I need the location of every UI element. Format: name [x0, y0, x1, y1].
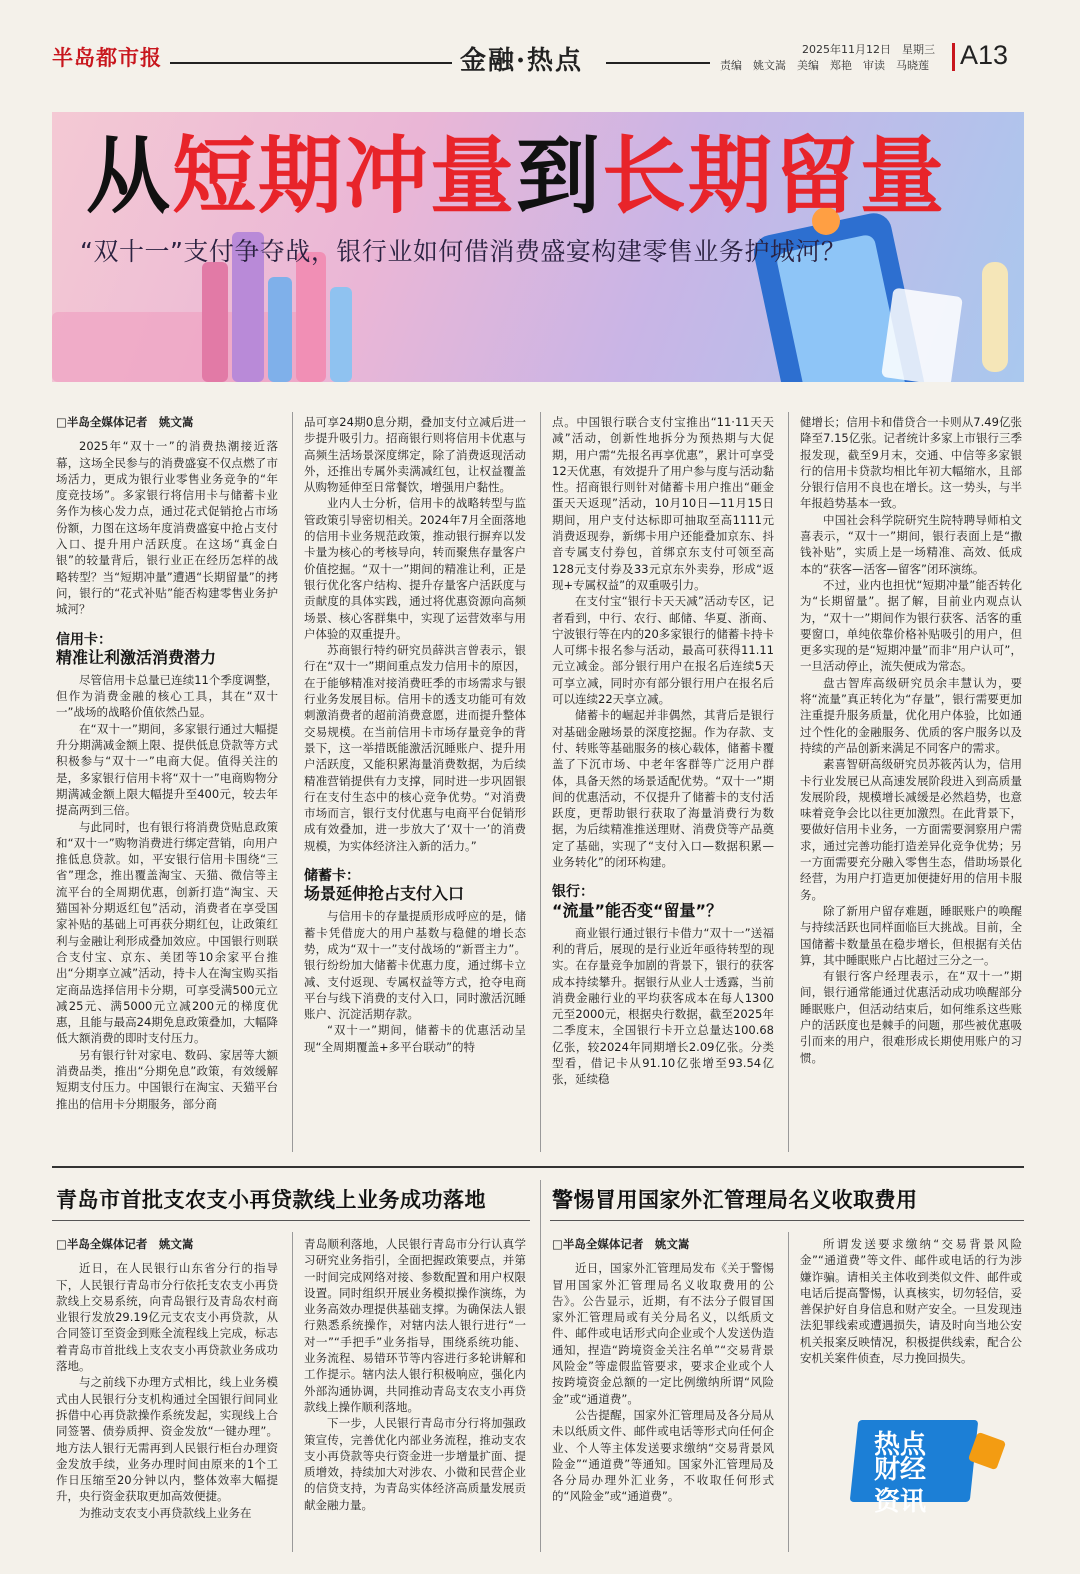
- column-divider: [292, 412, 293, 1152]
- paragraph: 另有银行针对家电、数码、家居等大额消费品类，推出“分期免息”政策，有效缓解短期支付压力。中国银行在淘宝、天猫平台推出的信用卡分期服务，部分商: [56, 1047, 278, 1111]
- paragraph: 除了新用户留存难题，睡眠账户的唤醒与持续活跃也同样面临巨大挑战。目前，全国储蓄卡数量虽在稳步增长，但根据有关估算，其中睡眠账户占比超过三分之一。: [800, 903, 1022, 967]
- building-decoration: [202, 262, 228, 382]
- paragraph: 与此同时，也有银行将消费贷贴息政策和“双十一”购物消费进行绑定营销，向用户推低息贷款。如，平安银行信用卡围绕“三省”理念，推出覆盖淘宝、天猫、微信等主流平台的全周期优惠，创新打造“淘宝、天猫国补分期返红包”活动，消费者在享受国家补贴的基础上可再获分期红包，让政策红利与金融让利形成叠加效应。中国银行则联合支付宝、京东、美团等10余家平台推出“分期享立减”活动，持卡人在淘宝购买指定商品选择信用卡分期，可享受满500元立减25元、满5000元立减200元的梯度优惠，且能与最高24期免息政策叠加，大幅降低大额消费的即时支付压力。: [56, 819, 278, 1046]
- story-divider: [540, 1180, 541, 1552]
- news2-column-1: [552, 1236, 774, 1505]
- paragraph: 在支付宝“银行卡天天减”活动专区，记者看到，中行、农行、邮储、华夏、浙商、宁波银行等在内的20多家银行的储蓄卡持卡人可绑卡报名参与活动，最高可获得11.11元立减金。部分银行用户在报名后连续5天可享立减，同时亦有部分银行用户在报名后可以连续22天享立减。: [552, 594, 774, 707]
- paragraph: 苏商银行特约研究员薛洪言曾表示，银行在“双十一”期间重点发力信用卡的原因，在于能够精准对接消费旺季的市场需求与银行业务发展目标。信用卡的透支功能可有效刺激消费者的超前消费意愿，进而提升整体交易规模。在当前信用卡市场存量竞争的背景下，这一举措既能激活沉睡账户、提升用户活跃度，又能积累海量消费数据，为后续精准营销提供有力支撑，同时进一步巩固银行在支付生态中的核心竞争优势。“对消费市场而言，银行支付优惠与电商平台促销形成有效叠加，进一步放大了‘双十一’的消费规模，为实体经济注入新的活力。”: [304, 643, 526, 853]
- paragraph: 中国社会科学院研究生院特聘导师柏文喜表示，“双十一”期间，银行表面上是“撒钱补贴”，实质上是一场精准、高效、低成本的“获客—活客—留客”闭环演练。: [800, 512, 1022, 576]
- banner-headline: [86, 127, 947, 225]
- column-divider: [540, 412, 541, 1152]
- paragraph: 尽管信用卡总量已连续11个季度调整，但作为消费金融的核心工具，其在“双十一”战场的战略价值依然凸显。: [56, 672, 278, 720]
- subhead: 场景延伸抢占支付入口: [304, 884, 465, 904]
- news1-column-2: [304, 1236, 526, 1513]
- paragraph: 不过，业内也担忧“短期冲量”能否转化为“长期留量”。据了解，目前业内观点认为，“双十一”期间作为银行获客、活客的重要窗口，单纯依靠价格补贴吸引的用户，但更多实现的是“短期冲量”而非“用户认可”，一旦活动停止，流失便成为常态。: [800, 577, 1022, 674]
- headline-rule: [550, 1220, 1024, 1221]
- masthead-rule-left: [170, 62, 452, 64]
- page-marker-bar: [952, 43, 955, 71]
- article-column-4: [800, 414, 1022, 1066]
- subhead-label: 储蓄卡：: [304, 868, 360, 885]
- paragraph: 青岛顺利落地，人民银行青岛市分行认真学习研究业务指引，全面把握政策要点，并第一时间完成网络对接、参数配置和用户权限设置。同时组织开展业务模拟操作演练，为业务高效办理提供基础支撑。为确保法人银行熟悉系统操作，对辖内法人银行进行“一对一”“手把手”业务指导，围绕系统功能、业务流程、易错环节等内容进行多轮讲解和工作提示。辖内法人银行积极响应，强化内外部沟通协调，共同推动青岛支农支小再贷款线上操作顺利落地。: [304, 1237, 526, 1414]
- paragraph: 商业银行通过银行卡借力“双十一”送福利的背后，展现的是行业近年亟待转型的现实。在存量竞争加剧的背景下，银行的获客成本持续攀升。据银行从业人士透露，当前消费金融行业的平均获客成本在每人1300元至2000元，根据央行数据，截至2025年二季度末，全国银行卡开立总量达100.68亿张，较2024年同期增长2.09亿张。分类型看，借记卡从91.10亿张增至93.54亿张，延续稳: [552, 925, 774, 1087]
- paragraph: 品可享24期0息分期，叠加支付立减后进一步提升吸引力。招商银行则将信用卡优惠与高频生活场景深度绑定，除了消费返现活动外，还推出专属外卖满减红包，让权益覆盖从购物延伸至日常餐饮，增强用户黏性。: [304, 415, 526, 495]
- paragraph: 与之前线下办理方式相比，线上业务模式由人民银行分支机构通过全国银行间同业拆借中心再贷款操作系统发起，实现线上合同签署、债券质押、资金发放“一键办理”。地方法人银行无需再到人民银行柜台办理资金发放手续，业务办理时间由原来的1个工作日压缩至20分钟以内，整体效率大幅提升，央行资金获取更加高效便捷。: [56, 1375, 278, 1504]
- headline-banner: [52, 112, 1024, 382]
- newspaper-logo: 半岛都市报: [52, 45, 162, 70]
- headline-part: 从: [86, 127, 173, 225]
- column-divider: [788, 412, 789, 1152]
- paragraph: 健增长；信用卡和借贷合一卡则从7.49亿张降至7.15亿张。记者统计多家上市银行三季报发现，截至9月末，交通、中信等多家银行的信用卡贷款均相比年初大幅缩水，且部分银行信用不良也在增长。这一势头，与半年报趋势基本一致。: [800, 415, 1022, 511]
- subhead-label: 信用卡：: [56, 631, 112, 648]
- news1-column-1: [56, 1236, 278, 1521]
- subhead: “流量”能否变“留量”？: [552, 900, 723, 920]
- headline-rule: [52, 1220, 530, 1221]
- paragraph: 业内人士分析，信用卡的战略转型与监管政策引导密切相关。2024年7月全面落地的信用卡业务规范政策，推动银行摒弃以发卡量为核心的考核导向，转而聚焦存量客户价值挖掘。“双十一”期间的精准让利，正是银行优化客户结构、提升存量客户活跃度与贡献度的具体实践，通过将优惠资源向高频场景、核心客群集中，实现了运营效率与用户体验的双重提升。: [304, 496, 526, 641]
- masthead: [52, 38, 1028, 78]
- badge-text-block: [874, 1454, 926, 1518]
- section-title: 金融·热点: [460, 46, 584, 76]
- paragraph: “双十一”期间，储蓄卡的优惠活动呈现“全周期覆盖+多平台联动”的特: [304, 1023, 526, 1054]
- paragraph: 近日，国家外汇管理局发布《关于警惕冒用国家外汇管理局名义收取费用的公告》。公告显示，近期，有不法分子假冒国家外汇管理局或有关分局名义，以纸质文件、邮件或电话形式向企业或个人发送伪造通知，捏造“跨境资金关注名单”“交易背景风险金”等虚假监管要求，要求企业或个人按跨境资金总额的一定比例缴纳所谓“风险金”或“通道费”。: [552, 1261, 774, 1406]
- building-decoration: [330, 287, 352, 382]
- paragraph: 下一步，人民银行青岛市分行将加强政策宣传，完善优化内部业务流程，推动支农支小再贷款等央行资金进一步增量扩面、提质增效，持续加大对涉农、小微和民营企业的信贷支持，为青岛实体经济高质量发展贡献金融力量。: [304, 1416, 526, 1512]
- paragraph: 点。中国银行联合支付宝推出“11·11天天减”活动，创新性地拆分为预热期与大促期，用户需“先报名再享优惠”，累计可享受12天优惠，有效提升了用户参与度与活动黏性。招商银行则针对储蓄卡用户推出“砸金蛋天天返现”活动，10月10日—11月15日期间，用户支付达标即可抽取至高1111元消费返现券，新绑卡用户还能叠加京东、抖音专属支付券包，首绑京东支付可领至高128元支付券及33元京东外卖券，形成“返现+专属权益”的双重吸引力。: [552, 415, 774, 592]
- article-column-3: [552, 414, 774, 1088]
- paragraph: 近日，在人民银行山东省分行的指导下，人民银行青岛市分行依托支农支小再贷款线上交易系统，向青岛银行及青岛农村商业银行发放29.19亿元支农支小再贷款，从合同签订至资金到账全流程线上完成，标志着青岛市首批线上支农支小再贷款业务成功落地。: [56, 1261, 278, 1374]
- article-column-1: [56, 414, 278, 1112]
- subhead-label: 银行：: [552, 884, 594, 901]
- paragraph: 储蓄卡的崛起并非偶然，其背后是银行对基础金融场景的深度挖掘。作为存款、支付、转账等基础服务的核心载体，储蓄卡覆盖了下沉市场、中老年客群等广泛用户群体，具备天然的场景适配优势。“双十一”期间的优惠活动，不仅提升了储蓄卡的支付活跃度，更帮助银行获取了海量消费行为数据，为后续精准推送理财、消费贷等产品奠定了基础，实现了“支付入口—数据积累—业务转化”的闭环构建。: [552, 708, 774, 870]
- headline-part: 长期留量: [602, 127, 947, 225]
- paragraph: 2025年“双十一”的消费热潮接近落幕，这场全民参与的消费盛宴不仅点燃了市场活力，更成为银行业零售业务竞争的“年度竞技场”。多家银行将信用卡与储蓄卡业务作为核心发力点，通过花式促销抢占市场份额，力图在这场年度消费盛宴中抢占支付入口、提升用户活跃度。在这场“真金白银”的较量背后，银行业正在经历怎样的战略转型？当“短期冲量”遭遇“长期留量”的拷问，银行的“花式补贴”能否构建零售业务护城河？: [56, 439, 278, 617]
- badge-text: 财经: [874, 1455, 927, 1485]
- byline: □半岛全媒体记者 姚文嵩: [56, 1237, 194, 1251]
- byline: □半岛全媒体记者 姚文嵩: [552, 1237, 690, 1251]
- paragraph: 有银行客户经理表示，在“双十一”期间，银行通常能通过优惠活动成功唤醒部分睡眠账户，但活动结束后，如何维系这些账户的活跃度也是棘手的问题，那些被优惠吸引而来的用户，很难形成长期使用账户的习惯。: [800, 969, 1022, 1065]
- paragraph: 在“双十一”期间，多家银行通过大幅提升分期满减金额上限、提供低息贷款等方式积极参与“双十一”电商大促。值得关注的是，多家银行信用卡将“双十一”电商购物分期满减金额上限大幅提升至400元，较去年提高两到三倍。: [56, 721, 278, 818]
- paragraph: 与信用卡的存量提质形成呼应的是，储蓄卡凭借庞大的用户基数与稳健的增长态势，成为“双十一”支付战场的“新晋主力”。银行纷纷加大储蓄卡优惠力度，通过绑卡立减、支付返现、专属权益等方式，抢夺电商平台与线下消费的支付入口，同时激活沉睡账户、沉淀活期存款。: [304, 909, 526, 1022]
- section-separator: [52, 1166, 1024, 1168]
- headline-part: 短期冲量: [172, 127, 517, 225]
- article-column-2: [304, 414, 526, 1055]
- column-divider: [788, 1232, 789, 1552]
- column-divider: [292, 1232, 293, 1552]
- building-decoration: [296, 252, 326, 382]
- badge-text: 资讯: [874, 1487, 927, 1517]
- banner-subtitle: “双十一”支付争夺战，银行业如何借消费盛宴构建零售业务护城河？: [80, 237, 847, 266]
- news-headline: 青岛市首批支农支小再贷款线上业务成功落地: [56, 1188, 486, 1212]
- paragraph: 为推动支农支小再贷款线上业务在: [79, 1505, 252, 1520]
- subhead: 精准让利激活消费潜力: [56, 647, 217, 667]
- paragraph: 所谓发送要求缴纳“交易背景风险金”“通道费”等文件、邮件或电话的行为涉嫌诈骗。请相关主体收到类似文件、邮件或电话后提高警惕，认真核实，切勿轻信，妥善保护好自身信息和财产安全。一旦发现违法犯罪线索或遭遇损失，请及时向当地公安机关报案反映情况，积极提供线索，配合公安机关案件侦查，尽力挽回损失。: [800, 1237, 1022, 1366]
- byline: □半岛全媒体记者 姚文嵩: [56, 415, 194, 429]
- headline-part: 到: [516, 127, 603, 225]
- news2-column-2: [800, 1236, 1022, 1366]
- paragraph: 素喜智研高级研究员苏筱芮认为，信用卡行业发展已从高速发展阶段进入到高质量发展阶段，规模增长减缓是必然趋势，也意味着竞争会比以往更加激烈。在此背景下，要做好信用卡业务，一方面需要洞察用户需求，通过完善功能打造差异化竞争优势；另一方面需要充分融入零售生态，借助场景化经营，为用户打造更加便捷好用的信用卡服务。: [800, 757, 1022, 902]
- masthead-rule-right: [606, 62, 710, 64]
- issue-date: 2025年11月12日 星期三: [802, 43, 935, 56]
- page-number: A13: [960, 40, 1009, 70]
- editor-credits: 责编 姚文嵩 美编 郑艳 审读 马晓莲: [720, 59, 929, 72]
- paragraph: 盘古智库高级研究员余丰慧认为，要将“流量”真正转化为“存量”，银行需要更加注重提升服务质量，优化用户体验，比如通过个性化的金融服务、优质的客户服务以及持续的产品创新来满足不同客户的需求。: [800, 675, 1022, 755]
- building-decoration: [268, 277, 292, 382]
- receipt-illustration: [881, 288, 963, 382]
- news-headline: 警惕冒用国家外汇管理局名义收取费用: [552, 1188, 918, 1212]
- person-illustration: [982, 262, 1008, 372]
- paragraph: 公告提醒，国家外汇管理局及各分局从未以纸质文件、邮件或电话等形式向任何企业、个人等主体发送要求缴纳“交易背景风险金”“通道费”等通知。国家外汇管理局及各分局办理外汇业务，不收取任何形式的“风险金”或“通道费”。: [552, 1407, 774, 1504]
- badge-text: 热点: [874, 1430, 927, 1460]
- hot-finance-news-badge: [830, 1414, 1010, 1517]
